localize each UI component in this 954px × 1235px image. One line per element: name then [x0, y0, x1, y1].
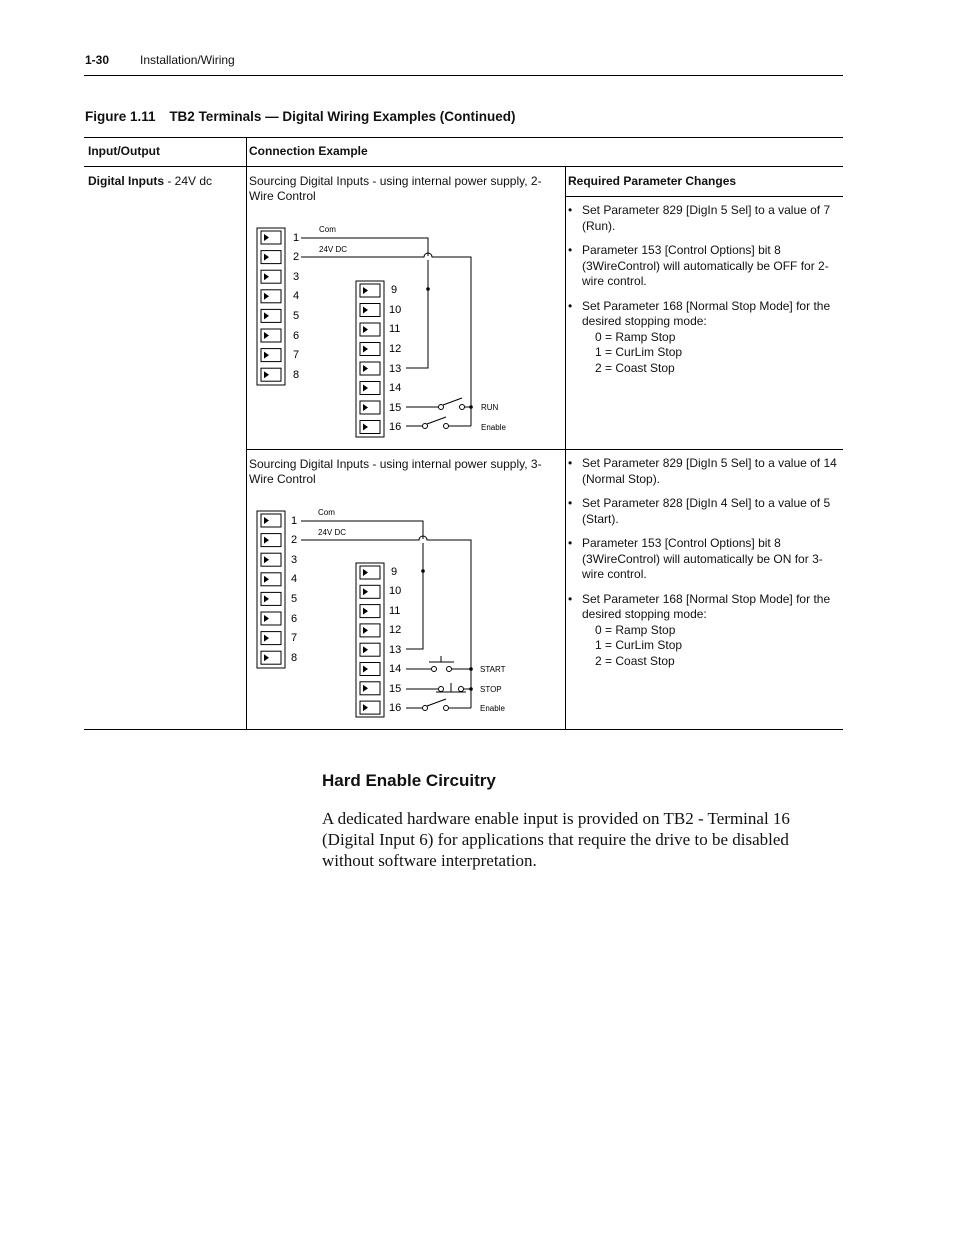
wires	[301, 521, 471, 708]
terminal-screw-mark	[363, 608, 368, 615]
table-row-divider	[246, 449, 843, 450]
terminal-screw-mark	[363, 346, 368, 353]
terminal-label: 10	[389, 304, 402, 316]
wiring-diagram-2wire	[246, 215, 564, 445]
terminal-screw-mark	[264, 556, 269, 563]
list-item: • Set Parameter 829 [DigIn 5 Sel] to a value of 14 (Normal Stop).	[568, 456, 840, 487]
section-heading: Hard Enable Circuitry	[322, 771, 496, 790]
page-number: 1-30	[85, 53, 110, 67]
terminal-label: 10	[389, 585, 402, 597]
table-header-rule	[84, 166, 843, 167]
terminal-label: 2	[291, 534, 298, 546]
terminal-label: 6	[293, 330, 300, 342]
example1-param-list	[568, 203, 840, 385]
terminal-label: 1	[291, 515, 298, 527]
terminal-screw-mark	[264, 312, 269, 319]
dc-label: 24V DC	[318, 528, 347, 537]
terminal-screw-mark	[363, 627, 368, 634]
list-item	[568, 592, 840, 670]
terminal-label: 9	[391, 284, 398, 296]
table-top-rule	[84, 137, 843, 138]
example1-title: Sourcing Digital Inputs - using internal power supply, 2-Wire Control	[249, 174, 542, 203]
com-label: Com	[318, 508, 335, 517]
terminal-label: 16	[389, 421, 402, 433]
stop-mode-2: 2 = Coast Stop	[595, 653, 675, 668]
terminal-label: 14	[389, 663, 402, 675]
figure-caption: TB2 Terminals — Digital Wiring Examples (Continued)	[169, 109, 516, 124]
terminal-screw-mark	[264, 332, 269, 339]
figure-title	[85, 109, 515, 124]
terminal-screw-mark	[363, 646, 368, 653]
junction-dot	[426, 287, 430, 291]
stop-mode-0: 0 = Ramp Stop	[595, 622, 676, 637]
run-switch	[439, 398, 473, 410]
stop-pushbutton	[436, 683, 473, 692]
enable-switch	[423, 417, 472, 429]
col-header-connection: Connection Example	[249, 144, 368, 158]
table-bottom-rule	[84, 729, 843, 730]
start-label: START	[480, 665, 506, 674]
terminal-label: 16	[389, 702, 402, 714]
terminal-screw-mark	[363, 287, 368, 294]
terminal-label: 4	[293, 290, 300, 302]
io-label	[88, 174, 212, 189]
header-rule	[84, 75, 843, 76]
terminal-screw-mark	[363, 704, 368, 711]
junction-dot	[421, 569, 425, 573]
terminal-label: 15	[389, 683, 402, 695]
terminal-screw-mark	[264, 537, 269, 544]
terminal-screw-mark	[363, 685, 368, 692]
terminal-label: 3	[293, 271, 300, 283]
io-label-bold: Digital Inputs	[88, 174, 164, 188]
terminal-screw-mark	[363, 569, 368, 576]
terminal-label: 5	[291, 593, 298, 605]
terminal-screw-mark	[363, 307, 368, 314]
enable-label: Enable	[481, 423, 506, 432]
wiring-diagram-3wire	[246, 498, 564, 723]
terminal-screw-mark	[363, 424, 368, 431]
tb2-right-labels	[389, 284, 401, 433]
section-name: Installation/Wiring	[140, 53, 235, 67]
start-pushbutton	[429, 656, 473, 672]
terminal-label: 11	[389, 605, 401, 617]
terminal-screw-mark	[264, 254, 269, 261]
table-col-divider-2	[565, 166, 566, 730]
terminal-label: 7	[293, 349, 300, 361]
enable-switch	[423, 699, 472, 711]
stop-mode-1: 1 = CurLim Stop	[595, 638, 683, 652]
tb2-left-block	[257, 511, 285, 668]
terminal-label: 4	[291, 573, 298, 585]
terminal-screw-mark	[264, 352, 269, 359]
com-label: Com	[319, 225, 336, 234]
terminal-label: 12	[389, 343, 402, 355]
wires	[301, 238, 471, 426]
dc-label: 24V DC	[319, 245, 348, 254]
terminal-label: 3	[291, 554, 298, 566]
terminal-screw-mark	[264, 615, 269, 622]
stop-mode-1: 1 = CurLim Stop	[595, 345, 683, 359]
terminal-screw-mark	[264, 654, 269, 661]
figure-label: Figure 1.11	[85, 109, 156, 124]
tb2-right-block	[356, 563, 384, 717]
stop-mode-0: 0 = Ramp Stop	[595, 329, 676, 344]
terminal-label: 2	[293, 251, 300, 263]
terminal-screw-mark	[264, 293, 269, 300]
terminal-screw-mark	[363, 666, 368, 673]
terminal-screw-mark	[264, 273, 269, 280]
tb2-left-labels	[293, 232, 299, 381]
terminal-screw-mark	[264, 595, 269, 602]
run-label: RUN	[481, 403, 499, 412]
terminal-label: 6	[291, 613, 298, 625]
terminal-screw-mark	[264, 576, 269, 583]
terminal-label: 1	[293, 232, 300, 244]
terminal-screw-mark	[363, 385, 368, 392]
terminal-label: 7	[291, 632, 298, 644]
example2-title: Sourcing Digital Inputs - using internal power supply, 3-Wire Control	[249, 457, 542, 486]
tb2-left-labels	[291, 515, 297, 664]
terminal-screw-mark	[264, 371, 269, 378]
terminal-label: 5	[293, 310, 300, 322]
enable-label: Enable	[480, 704, 505, 713]
list-item-text: Set Parameter 168 [Normal Stop Mode] for the desired stopping mode:	[582, 298, 831, 328]
stop-label: STOP	[480, 685, 502, 694]
list-item	[568, 299, 840, 377]
section-body: A dedicated hardware enable input is provided on TB2 - Terminal 16 (Digital Input 6) for applications that require the drive to be disabled without software interpretation.	[322, 809, 790, 870]
terminal-label: 8	[291, 652, 298, 664]
terminal-screw-mark	[264, 517, 269, 524]
params-header-rule	[565, 196, 843, 197]
col-header-parameters: Required Parameter Changes	[568, 174, 737, 188]
terminal-label: 9	[391, 566, 398, 578]
tb2-right-labels	[389, 566, 401, 714]
list-item: • Set Parameter 828 [DigIn 4 Sel] to a value of 5 (Start).	[568, 496, 840, 527]
list-item-text: Set Parameter 168 [Normal Stop Mode] for the desired stopping mode:	[582, 591, 831, 621]
example2-param-list	[568, 456, 840, 678]
terminal-screw-mark	[363, 326, 368, 333]
terminal-label: 13	[389, 644, 402, 656]
terminal-label: 11	[389, 323, 401, 335]
terminal-screw-mark	[363, 588, 368, 595]
terminal-screw-mark	[264, 635, 269, 642]
list-item: • Parameter 153 [Control Options] bit 8 (3WireControl) will automatically be ON for 3-wire control.	[568, 536, 840, 583]
io-label-rest: - 24V dc	[164, 174, 213, 188]
terminal-label: 14	[389, 382, 402, 394]
terminal-label: 13	[389, 363, 402, 375]
terminal-screw-mark	[264, 234, 269, 241]
terminal-screw-mark	[363, 404, 368, 411]
tb2-right-block	[356, 281, 384, 437]
list-item: • Parameter 153 [Control Options] bit 8 (3WireControl) will automatically be OFF for 2-wire control.	[568, 243, 840, 290]
terminal-label: 15	[389, 402, 402, 414]
terminal-label: 12	[389, 624, 402, 636]
tb2-left-block	[257, 228, 285, 385]
col-header-input-output: Input/Output	[88, 144, 160, 158]
terminal-screw-mark	[363, 365, 368, 372]
terminal-label: 8	[293, 369, 300, 381]
stop-mode-2: 2 = Coast Stop	[595, 360, 675, 375]
list-item: • Set Parameter 829 [DigIn 5 Sel] to a value of 7 (Run).	[568, 203, 840, 234]
